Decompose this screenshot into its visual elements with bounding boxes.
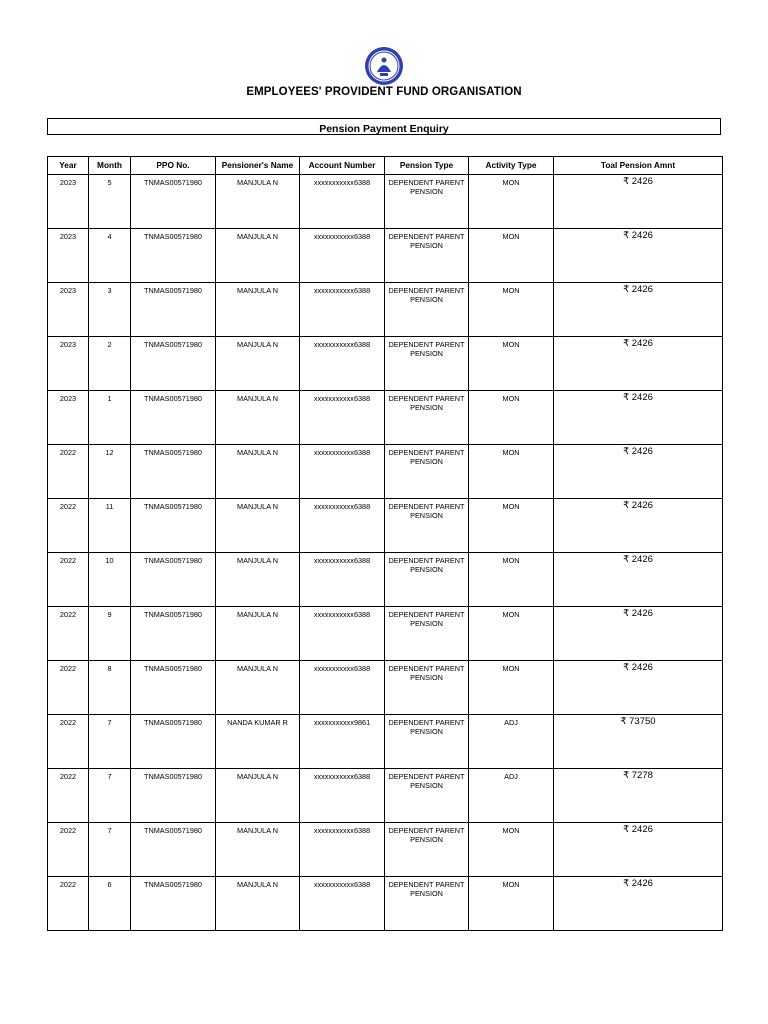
year-cell: 2022 <box>48 715 89 769</box>
pension-type-cell: DEPENDENT PARENT PENSION <box>385 607 469 661</box>
ppo-number-cell: TNMAS00571980 <box>131 769 216 823</box>
account-number-cell: xxxxxxxxxxx6388 <box>300 877 385 931</box>
table-row <box>48 823 723 877</box>
month-cell: 7 <box>89 715 131 769</box>
total-pension-amount-cell: ₹ 7278 <box>554 769 723 823</box>
ppo-number-cell: TNMAS00571980 <box>131 661 216 715</box>
pension-type-cell: DEPENDENT PARENT PENSION <box>385 445 469 499</box>
total-pension-amount-cell: ₹ 2426 <box>554 661 723 715</box>
ppo-number-cell: TNMAS00571980 <box>131 499 216 553</box>
account-number-cell: xxxxxxxxxxx9861 <box>300 715 385 769</box>
total-pension-amount-cell: ₹ 2426 <box>554 283 723 337</box>
year-cell: 2022 <box>48 607 89 661</box>
activity-type-cell: MON <box>469 391 554 445</box>
pensioner-name-cell: MANJULA N <box>216 607 300 661</box>
ppo-number-cell: TNMAS00571980 <box>131 391 216 445</box>
pensioner-name-cell: MANJULA N <box>216 553 300 607</box>
ppo-number-cell: TNMAS00571980 <box>131 229 216 283</box>
account-number-cell: xxxxxxxxxxx6388 <box>300 823 385 877</box>
ppo-number-cell: TNMAS00571980 <box>131 607 216 661</box>
table-row <box>48 661 723 715</box>
table-row <box>48 229 723 283</box>
total-pension-amount-cell: ₹ 2426 <box>554 445 723 499</box>
pensioner-name-cell: MANJULA N <box>216 175 300 229</box>
epfo-emblem-icon <box>364 46 404 86</box>
month-cell: 4 <box>89 229 131 283</box>
column-header-pension-type: Pension Type <box>385 157 469 175</box>
ppo-number-cell: TNMAS00571980 <box>131 337 216 391</box>
enquiry-title-box <box>47 118 721 135</box>
activity-type-cell: MON <box>469 607 554 661</box>
column-header-ppo-no: PPO No. <box>131 157 216 175</box>
pension-type-cell: DEPENDENT PARENT PENSION <box>385 877 469 931</box>
pension-type-cell: DEPENDENT PARENT PENSION <box>385 283 469 337</box>
pensioner-name-cell: MANJULA N <box>216 769 300 823</box>
table-row <box>48 337 723 391</box>
month-cell: 7 <box>89 769 131 823</box>
total-pension-amount-cell: ₹ 2426 <box>554 229 723 283</box>
table-row <box>48 769 723 823</box>
pension-payment-table <box>47 156 723 931</box>
year-cell: 2023 <box>48 391 89 445</box>
total-pension-amount-cell: ₹ 2426 <box>554 607 723 661</box>
month-cell: 3 <box>89 283 131 337</box>
activity-type-cell: MON <box>469 337 554 391</box>
year-cell: 2022 <box>48 553 89 607</box>
pension-type-cell: DEPENDENT PARENT PENSION <box>385 661 469 715</box>
ppo-number-cell: TNMAS00571980 <box>131 553 216 607</box>
account-number-cell: xxxxxxxxxxx6388 <box>300 607 385 661</box>
year-cell: 2022 <box>48 769 89 823</box>
month-cell: 10 <box>89 553 131 607</box>
account-number-cell: xxxxxxxxxxx6388 <box>300 769 385 823</box>
pensioner-name-cell: MANJULA N <box>216 877 300 931</box>
pensioner-name-cell: MANJULA N <box>216 391 300 445</box>
total-pension-amount-cell: ₹ 2426 <box>554 391 723 445</box>
month-cell: 12 <box>89 445 131 499</box>
enquiry-title: Pension Payment Enquiry <box>319 123 449 135</box>
year-cell: 2022 <box>48 823 89 877</box>
year-cell: 2023 <box>48 175 89 229</box>
ppo-number-cell: TNMAS00571980 <box>131 715 216 769</box>
activity-type-cell: MON <box>469 229 554 283</box>
pensioner-name-cell: MANJULA N <box>216 229 300 283</box>
total-pension-amount-cell: ₹ 2426 <box>554 877 723 931</box>
activity-type-cell: ADJ <box>469 715 554 769</box>
month-cell: 5 <box>89 175 131 229</box>
table-row <box>48 445 723 499</box>
account-number-cell: xxxxxxxxxxx6388 <box>300 391 385 445</box>
pension-type-cell: DEPENDENT PARENT PENSION <box>385 823 469 877</box>
pensioner-name-cell: MANJULA N <box>216 283 300 337</box>
total-pension-amount-cell: ₹ 2426 <box>554 823 723 877</box>
year-cell: 2022 <box>48 661 89 715</box>
organisation-title: EMPLOYEES' PROVIDENT FUND ORGANISATION <box>246 86 522 98</box>
account-number-cell: xxxxxxxxxxx6388 <box>300 283 385 337</box>
pension-type-cell: DEPENDENT PARENT PENSION <box>385 337 469 391</box>
pension-type-cell: DEPENDENT PARENT PENSION <box>385 499 469 553</box>
table-row <box>48 283 723 337</box>
pension-type-cell: DEPENDENT PARENT PENSION <box>385 175 469 229</box>
table-header-row <box>48 157 723 175</box>
activity-type-cell: MON <box>469 283 554 337</box>
pensioner-name-cell: NANDA KUMAR R <box>216 715 300 769</box>
ppo-number-cell: TNMAS00571980 <box>131 283 216 337</box>
account-number-cell: xxxxxxxxxxx6388 <box>300 175 385 229</box>
ppo-number-cell: TNMAS00571980 <box>131 823 216 877</box>
pension-type-cell: DEPENDENT PARENT PENSION <box>385 391 469 445</box>
pensioner-name-cell: MANJULA N <box>216 499 300 553</box>
ppo-number-cell: TNMAS00571980 <box>131 877 216 931</box>
column-header-pensioner-name: Pensioner's Name <box>216 157 300 175</box>
month-cell: 11 <box>89 499 131 553</box>
table-row <box>48 553 723 607</box>
pension-type-cell: DEPENDENT PARENT PENSION <box>385 769 469 823</box>
table-row <box>48 391 723 445</box>
total-pension-amount-cell: ₹ 2426 <box>554 553 723 607</box>
column-header-activity-type: Activity Type <box>469 157 554 175</box>
month-cell: 9 <box>89 607 131 661</box>
account-number-cell: xxxxxxxxxxx6388 <box>300 445 385 499</box>
year-cell: 2022 <box>48 877 89 931</box>
pension-type-cell: DEPENDENT PARENT PENSION <box>385 229 469 283</box>
account-number-cell: xxxxxxxxxxx6388 <box>300 229 385 283</box>
pensioner-name-cell: MANJULA N <box>216 445 300 499</box>
table-row <box>48 499 723 553</box>
month-cell: 1 <box>89 391 131 445</box>
pension-type-cell: DEPENDENT PARENT PENSION <box>385 715 469 769</box>
activity-type-cell: ADJ <box>469 769 554 823</box>
activity-type-cell: MON <box>469 661 554 715</box>
column-header-account-number: Account Number <box>300 157 385 175</box>
total-pension-amount-cell: ₹ 2426 <box>554 175 723 229</box>
table-row <box>48 175 723 229</box>
year-cell: 2023 <box>48 229 89 283</box>
pensioner-name-cell: MANJULA N <box>216 661 300 715</box>
column-header-total-pension-amount: Toal Pension Amnt <box>554 157 723 175</box>
month-cell: 6 <box>89 877 131 931</box>
column-header-year: Year <box>48 157 89 175</box>
activity-type-cell: MON <box>469 877 554 931</box>
table-row <box>48 877 723 931</box>
year-cell: 2022 <box>48 445 89 499</box>
year-cell: 2023 <box>48 283 89 337</box>
account-number-cell: xxxxxxxxxxx6388 <box>300 553 385 607</box>
pension-type-cell: DEPENDENT PARENT PENSION <box>385 553 469 607</box>
year-cell: 2023 <box>48 337 89 391</box>
pensioner-name-cell: MANJULA N <box>216 337 300 391</box>
account-number-cell: xxxxxxxxxxx6388 <box>300 499 385 553</box>
pensioner-name-cell: MANJULA N <box>216 823 300 877</box>
column-header-month: Month <box>89 157 131 175</box>
month-cell: 8 <box>89 661 131 715</box>
account-number-cell: xxxxxxxxxxx6388 <box>300 337 385 391</box>
account-number-cell: xxxxxxxxxxx6388 <box>300 661 385 715</box>
total-pension-amount-cell: ₹ 2426 <box>554 337 723 391</box>
year-cell: 2022 <box>48 499 89 553</box>
month-cell: 2 <box>89 337 131 391</box>
table-row <box>48 607 723 661</box>
activity-type-cell: MON <box>469 553 554 607</box>
ppo-number-cell: TNMAS00571980 <box>131 175 216 229</box>
ppo-number-cell: TNMAS00571980 <box>131 445 216 499</box>
total-pension-amount-cell: ₹ 73750 <box>554 715 723 769</box>
activity-type-cell: MON <box>469 823 554 877</box>
activity-type-cell: MON <box>469 175 554 229</box>
total-pension-amount-cell: ₹ 2426 <box>554 499 723 553</box>
table-row <box>48 715 723 769</box>
month-cell: 7 <box>89 823 131 877</box>
activity-type-cell: MON <box>469 445 554 499</box>
activity-type-cell: MON <box>469 499 554 553</box>
